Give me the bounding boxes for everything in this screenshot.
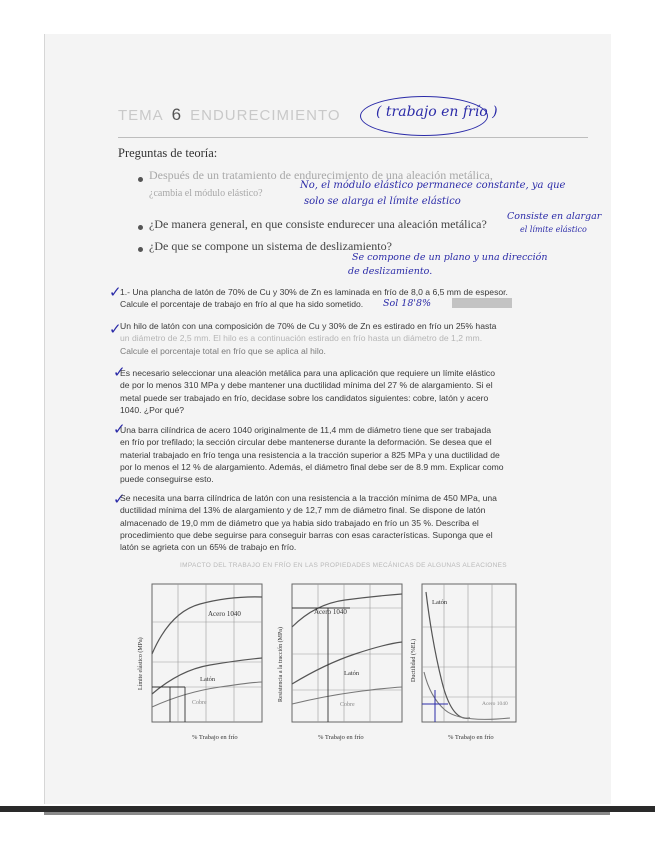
problem-4: Una barra cilíndrica de acero 1040 originalmente de 11,4 mm de diámetro tiene que ser trabajada en frío por trefilado; la sección circular debe mantenerse durante la deformación. Se desea que el material trabajado en frío tenga una resistencia a la tracción superior a 825 MPa y una ductilidad de por lo menos el 12 % de alargamiento. Además, el diámetro final debe ser de 8.9 mm. Explicar como puede conseguirse esto. xyxy=(120,425,504,485)
chart-tensile-strength xyxy=(277,584,402,741)
series-line xyxy=(292,642,402,684)
chart-yield-strength xyxy=(137,584,262,741)
header-rule xyxy=(118,137,588,138)
cold-work-charts xyxy=(130,572,550,747)
topic-number: 6 xyxy=(171,105,183,124)
problem-5: Se necesita una barra cilíndrica de latón con una resistencia a la tracción mínima de 450 MPa, una ductilidad mínima del 13% de alargamiento y de 12,7 mm de diámetro final. Se dispone de latón almacenado de 19,0 mm de diámetro que ya habia sido trabajado en frío un 35 %. Describa el procedimiento que debe seguirse para conseguir barras con esas características. Suponga que el latón se agrieta con un 65% de trabajo en frío. xyxy=(120,493,497,553)
checkmark-icon: ✓ xyxy=(109,283,122,301)
series-label: Latón xyxy=(432,599,448,606)
series-line xyxy=(292,594,402,627)
checkmark-icon: ✓ xyxy=(113,420,126,438)
theory-question-1-line-1: Después de un tratamiento de endurecimiento de una aleación metálica, xyxy=(149,168,493,182)
theory-question-1-line-2: ¿cambia el módulo elástico? xyxy=(149,188,263,199)
handwritten-answer-3-line-2: de deslizamiento. xyxy=(348,266,433,277)
series-label: Acero 1040 xyxy=(482,701,508,707)
series-label: Latón xyxy=(344,670,360,677)
checkmark-icon: ✓ xyxy=(113,490,126,508)
checkmark-icon: ✓ xyxy=(113,363,126,381)
series-label: Acero 1040 xyxy=(208,610,241,618)
problem-2: Un hilo de latón con una composición de 70% de Cu y 30% de Zn es estirado en frío un 25% hasta un diámetro de 2,5 mm. El hilo es a continuación estirado en frío hasta un diámetro de 1,2 mm. Calcule el porcentaje total en frío que se aplica al hilo. xyxy=(120,321,497,356)
series-label: Cobre xyxy=(192,700,207,706)
handwritten-subtitle: ( trabajo en frío ) xyxy=(376,104,498,120)
series-label: Acero 1040 xyxy=(314,608,347,616)
theory-heading: Preguntas de teoría: xyxy=(118,146,218,160)
bullet-dot xyxy=(138,177,143,182)
x-axis-label: % Trabajo en frío xyxy=(318,734,364,741)
series-label: Latón xyxy=(200,676,216,683)
bullet-dot xyxy=(138,247,143,252)
handwritten-answer-1-line-1: No, el módulo elástico permanece constante, ya que xyxy=(300,180,566,191)
handwritten-answer-1-line-2: solo se alarga el límite elástico xyxy=(304,196,461,207)
bullet-dot xyxy=(138,225,143,230)
series-line xyxy=(152,597,262,654)
theory-question-2: ¿De manera general, en que consiste endurecer una aleación metálica? xyxy=(149,217,487,231)
series-label: Cobre xyxy=(340,702,355,708)
page-bottom-shadow xyxy=(44,812,610,815)
handwritten-answer-2-line-2: el límite elástico xyxy=(520,225,587,234)
x-axis-label: % Trabajo en frío xyxy=(192,734,238,741)
scribbled-out-text xyxy=(452,298,512,308)
handwritten-answer-problem-1: Sol 18'8% xyxy=(383,298,432,309)
series-line xyxy=(424,672,510,719)
chart-ductility xyxy=(410,584,516,741)
x-axis-label: % Trabajo en frío xyxy=(448,734,494,741)
y-axis-label: Resistencia a la tracción (MPa) xyxy=(278,627,284,702)
topic-heading: TEMA 6 ENDURECIMIENTO xyxy=(118,105,341,124)
y-axis-label: Ductilidad (%EL) xyxy=(411,638,417,682)
figure-title: IMPACTO DEL TRABAJO EN FRÍO EN LAS PROPIEDADES MECÁNICAS DE ALGUNAS ALEACIONES xyxy=(180,562,507,569)
theory-question-3: ¿De que se compone un sistema de deslizamiento? xyxy=(149,239,392,253)
checkmark-icon: ✓ xyxy=(109,320,122,338)
series-line xyxy=(152,682,262,707)
problem-1: 1.- Una plancha de latón de 70% de Cu y 30% de Zn es laminada en frío de 8,0 a 6,5 mm de espesor. Calcule el porcentaje de trabajo en frío al que ha sido sometido. xyxy=(120,287,508,310)
handwritten-answer-3-line-1: Se compone de un plano y una dirección xyxy=(352,252,548,263)
handwritten-answer-2-line-1: Consiste en alargar xyxy=(507,211,602,222)
y-axis-label: Límite elástico (MPa) xyxy=(138,637,144,690)
series-line xyxy=(426,592,470,718)
problem-3: Es necesario seleccionar una aleación metálica para una aplicación que requiere un límite elástico de por lo menos 310 MPa y debe mantener una ductilidad mínima del 27 % de alargamiento. Si el metal puede ser trabajado en frío, decidase sobre los candidatos siguientes: cobre, latón y acero 1040. ¿Por qué? xyxy=(120,368,496,415)
